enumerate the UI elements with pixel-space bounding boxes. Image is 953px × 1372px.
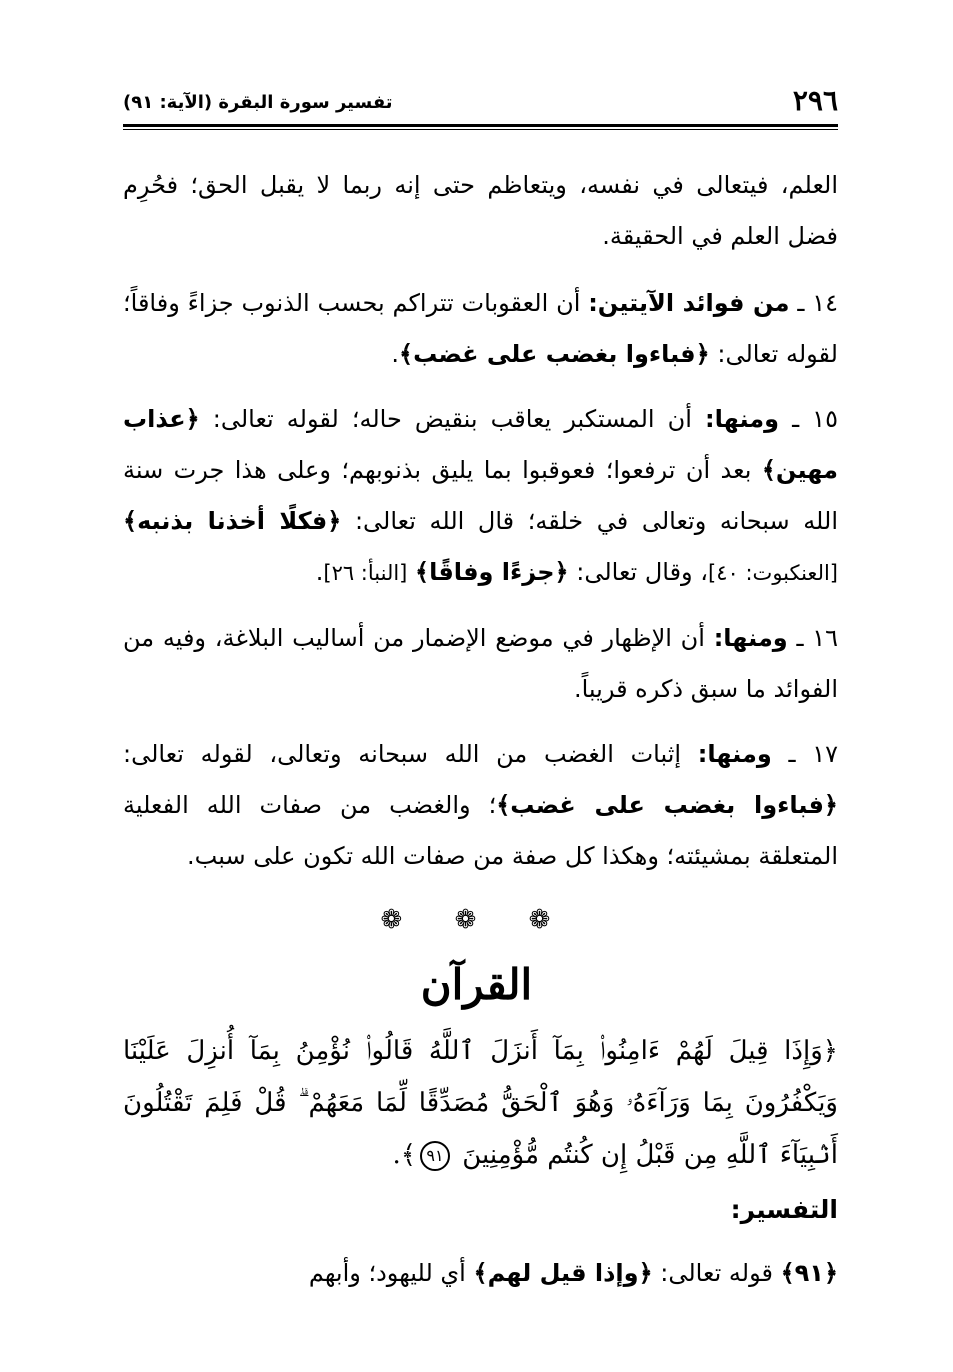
point-text: إثبات الغضب من الله سبحانه وتعالى، لقوله تعالى:	[123, 740, 682, 768]
point-text: أن المستكبر يعاقب بنقيض حاله؛ لقوله تعالى:	[212, 405, 692, 433]
point-number: ١٥ ـ	[792, 405, 838, 433]
point-text: ، وقال تعالى:	[576, 558, 709, 586]
point-heading: ومنها:	[713, 624, 788, 652]
paragraph-point-17	[123, 729, 838, 882]
header-rule-thick	[123, 124, 838, 127]
surah-reference: [النبأ: ٢٦]	[323, 561, 408, 585]
point-number: ١٧ ـ	[788, 740, 838, 768]
point-text: .	[315, 558, 324, 586]
quran-quote: ﴿عذاب مهين﴾	[123, 405, 838, 484]
quran-quote: ﴿وإذا قيل لهم﴾	[473, 1259, 653, 1287]
verse-number-quote: ﴿٩١﴾	[780, 1259, 838, 1287]
point-heading: ومنها:	[697, 740, 772, 768]
paragraph-point-16	[123, 613, 838, 715]
body-text	[123, 160, 838, 896]
point-text: ؛ والغضب من صفات الله الفعلية المتعلقة بمشيئته؛ وهكذا كل صفة من صفات الله تكون على سبب.	[123, 791, 838, 870]
surah-reference: [العنكبوت: ٤٠]	[708, 561, 838, 585]
tafsir-phrase: أي لليهود؛ وأبهم	[308, 1259, 466, 1287]
page-number: ٢٩٦	[792, 84, 838, 117]
running-title: تفسير سورة البقرة (الآية: ٩١)	[123, 92, 393, 113]
paragraph-point-15	[123, 394, 838, 599]
quran-quote: ﴿جزءًا وفاقًا﴾	[415, 558, 569, 586]
point-text: أن الإظهار في موضع الإضمار من أساليب البلاغة، وفيه من الفوائد ما سبق ذكره قريباً.	[123, 624, 838, 703]
quran-quote: ﴿فباءوا بغضب على غضب﴾	[399, 340, 710, 368]
point-number: ١٤ ـ	[797, 289, 838, 317]
paragraph-point-14	[123, 278, 838, 380]
point-text: .	[391, 340, 400, 368]
tafsir-heading: التفسير:	[730, 1195, 838, 1224]
point-number: ١٦ ـ	[796, 624, 838, 652]
section-separator-ornament: ❁ ❁ ❁	[380, 905, 573, 935]
paragraph-continuation: العلم، فيتعالى في نفسه، ويتعاظم حتى إنه ربما لا يقبل الحق؛ فحُرِم فضل العلم في الحقيقة.	[123, 171, 838, 250]
point-heading: من فوائد الآيتين:	[588, 289, 790, 317]
point-heading: ومنها:	[704, 405, 780, 433]
verse-closing: ﴾.	[392, 1140, 416, 1170]
page-header	[123, 84, 838, 120]
ayah-number-marker: ٩١	[420, 1141, 450, 1171]
tafsir-text	[123, 1248, 838, 1299]
tafsir-phrase: قوله تعالى:	[660, 1259, 773, 1287]
verse-text: ﴿وَإِذَا قِيلَ لَهُمْ ءَامِنُوا۟ بِمَآ أَنزَلَ ٱللَّهُ قَالُوا۟ نُؤْمِنُ بِمَآ أُنزِلَ عَلَيْنَا وَيَكْفُرُونَ بِمَا وَرَآءَهُۥ وَهُوَ ٱلْحَقُّ مُصَدِّقًا لِّمَا مَعَهُمْ ۗ قُلْ فَلِمَ تَقْتُلُونَ أَنۢبِيَآءَ ٱللَّهِ مِن قَبْلُ إِن كُنتُم مُّؤْمِنِينَ	[123, 1036, 838, 1170]
section-title: القرآن	[420, 960, 533, 1009]
quran-quote: ﴿فباءوا بغضب على غضب﴾	[496, 791, 838, 819]
point-text: أن العقوبات تتراكم بحسب الذنوب جزاءً وفاقاً؛ لقوله تعالى:	[123, 289, 838, 368]
quran-quote: ﴿فكلًا أخذنا بذنبه﴾	[123, 507, 342, 535]
point-text: بعد أن ترفعوا؛ فعوقبوا بما يليق بذنوبهم؛ وعلى هذا جرت سنة الله سبحانه وتعالى في خلقه؛ قال الله تعالى:	[123, 456, 838, 535]
quran-verse	[123, 1025, 838, 1181]
header-rule-thin	[123, 129, 838, 130]
